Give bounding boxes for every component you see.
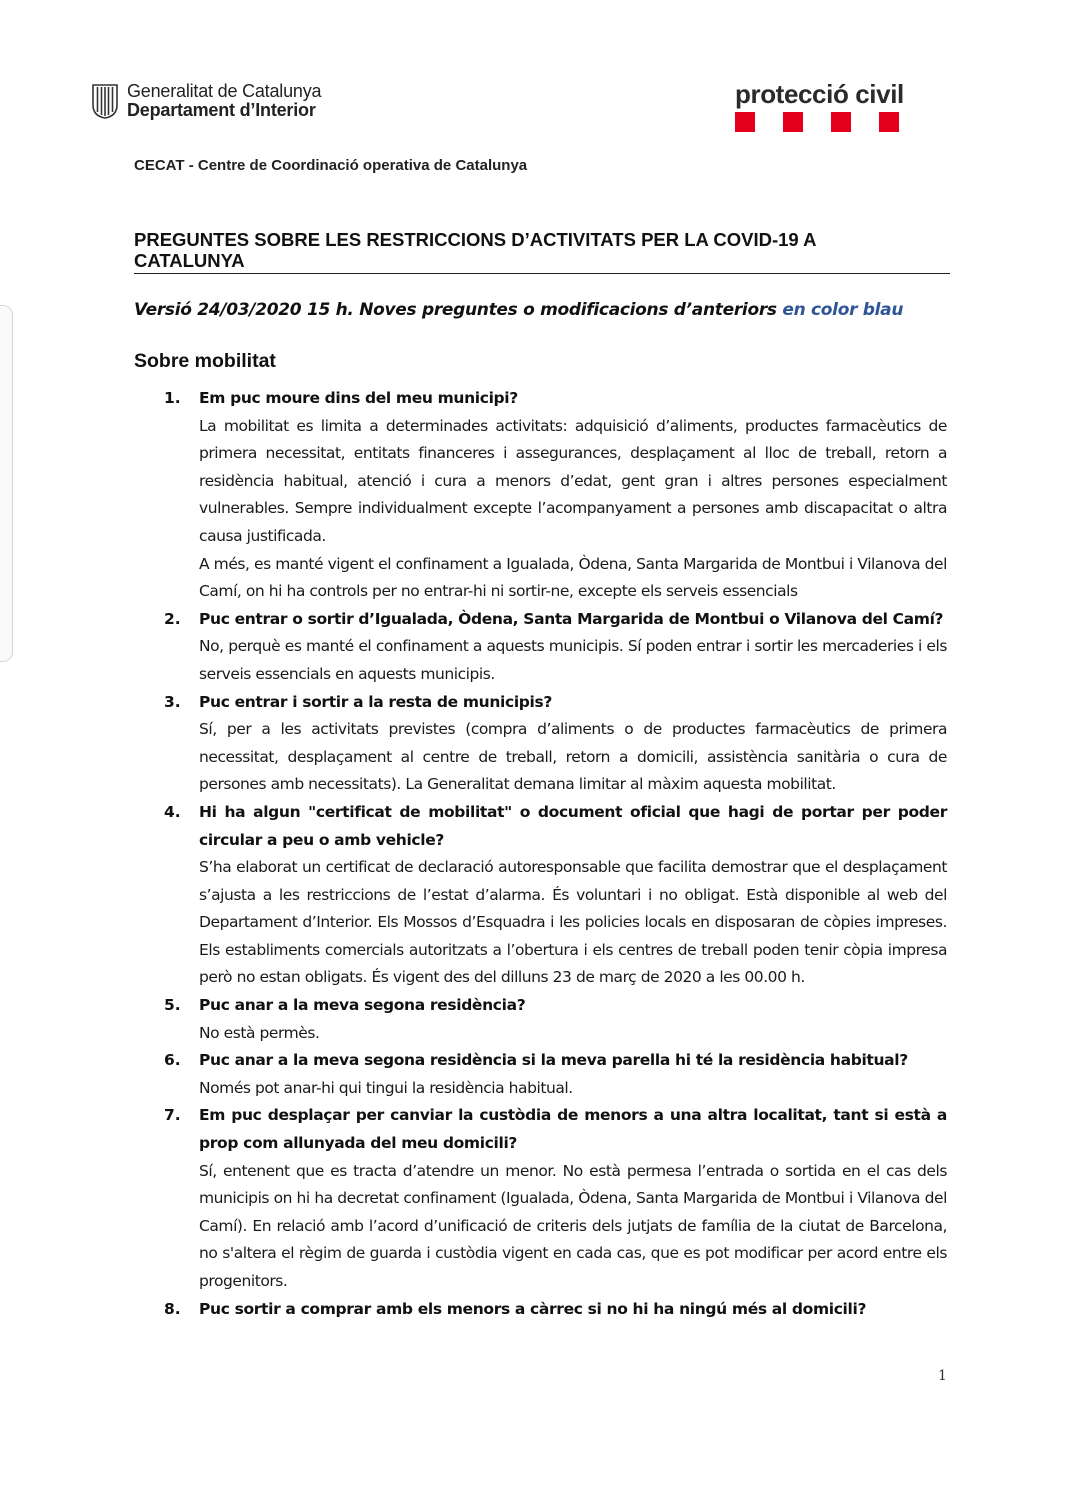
page-edge (0, 305, 13, 662)
faq-question: Em puc desplaçar per canviar la custòdia de menors a una altra localitat, tant si està a prop com allunyada del meu domicili? (199, 1106, 947, 1153)
faq-answer: Només pot anar-hi qui tingui la residència habitual. (199, 1078, 573, 1097)
proteccio-civil-logo (735, 80, 927, 132)
version-note (134, 300, 903, 320)
faq-item (164, 1296, 947, 1324)
title-line-2: CATALUNYA (134, 250, 245, 271)
faq-number: 3. (164, 692, 181, 711)
title-line-1: PREGUNTES SOBRE LES RESTRICCIONS D’ACTIVITATS PER LA COVID-19 A (134, 229, 817, 250)
faq-item (164, 606, 947, 689)
faq-question: Puc sortir a comprar amb els menors a càrrec si no hi ha ningú més al domicili? (199, 1299, 867, 1318)
faq-answer: S’ha elaborat un certificat de declaració autoresponsable que facilita demostrar que el desplaçament s’ajusta a les restriccions de l’estat d’alarma. És voluntari i no obligat. Està disponible al web del Departament d’Interior. Els Mossos d’Esquadra i les policies locals en disposaran de còpies impreses. Els establiments comercials autoritzats a l’obertura i els centres de treball poden tenir còpia impresa però no estan obligats. És vigent des del dilluns 23 de març de 2020 a les 00.00 h. (199, 858, 947, 987)
faq-answer: Sí, entenent que es tracta d’atendre un menor. No està permesa l’entrada o sortida en el cas dels municipis on hi ha decretat confinament (Igualada, Òdena, Santa Margarida de Montbui i Vilanova del Camí). En relació amb l’acord d’unificació de criteris dels jutjats de família de la ciutat de Barcelona, no s'altera el règim de guarda i custòdia vigent en cada cas, que es pot modificar per acord entre els progenitors. (199, 1161, 947, 1290)
proteccio-civil-wordmark: protecció civil (735, 79, 904, 109)
faq-question: Puc entrar o sortir d’Igualada, Òdena, Santa Margarida de Montbui o Vilanova del Camí? (199, 609, 944, 628)
generalitat-name: Generalitat de Catalunya (127, 81, 322, 101)
faq-number: 2. (164, 609, 181, 628)
faq-question: Hi ha algun "certificat de mobilitat" o document oficial que hagi de portar per poder circular a peu o amb vehicle? (199, 802, 947, 849)
generalitat-logo (92, 82, 321, 120)
faq-answer: No, perquè es manté el confinament a aquests municipis. Sí poden entrar i sortir les mercaderies i els serveis essencials en aquests municipis. (199, 637, 947, 683)
version-text: Versió 24/03/2020 15 h. Noves preguntes o modificacions d’anteriors (134, 300, 783, 320)
department-name: Departament d’Interior (127, 100, 316, 120)
faq-number: 1. (164, 389, 181, 407)
faq-number: 6. (164, 1051, 181, 1070)
faq-item (164, 992, 947, 1047)
faq-question: Em puc moure dins del meu municipi? (199, 389, 518, 407)
page-number: 1 (938, 1368, 947, 1384)
faq-question: Puc entrar i sortir a la resta de municipis? (199, 692, 553, 711)
faq-item (164, 1102, 947, 1295)
faq-answer: Sí, per a les activitats previstes (compra d’aliments o de productes farmacèutics de primera necessitat, desplaçament al centre de treball, retorn a domicili, assistència sanitària o cura de persones amb necessitats). La Generalitat demana limitar al màxim aquesta mobilitat. (199, 720, 947, 794)
faq-answer: A més, es manté vigent el confinament a Igualada, Òdena, Santa Margarida de Montbui i Vilanova del Camí, on hi ha controls per no entrar-hi ni sortir-ne, excepte els serveis essencials (199, 554, 947, 601)
section-title: Sobre mobilitat (134, 350, 276, 372)
document-title (134, 229, 950, 274)
faq-answer: La mobilitat es limita a determinades activitats: adquisició d’aliments, productes farmacèutics de primera necessitat, entitats financeres i assegurances, desplaçament al lloc de treball, retorn a residència habitual, atenció i cura a menors d’edat, gent gran i altres persones especialment vulnerables. Sempre individualment excepte l’acompanyament a persones amb discapacitat o altra causa justificada. (199, 416, 947, 545)
faq-item (164, 385, 947, 606)
faq-item (164, 689, 947, 799)
version-blue-text: en color blau (782, 300, 904, 320)
faq-question: Puc anar a la meva segona residència si la meva parella hi té la residència habitual? (199, 1051, 908, 1070)
cecat-heading: CECAT - Centre de Coordinació operativa de Catalunya (134, 157, 528, 174)
faq-number: 8. (164, 1299, 181, 1318)
faq-item (164, 799, 947, 992)
faq-answer: No està permès. (199, 1023, 320, 1042)
faq-question: Puc anar a la meva segona residència? (199, 996, 526, 1015)
red-squares-icon (735, 112, 927, 132)
catalan-seal-icon (92, 83, 118, 119)
faq-number: 5. (164, 996, 181, 1015)
faq-list (164, 385, 947, 1323)
faq-item (164, 1047, 947, 1102)
faq-number: 4. (164, 802, 181, 821)
faq-number: 7. (164, 1106, 181, 1125)
